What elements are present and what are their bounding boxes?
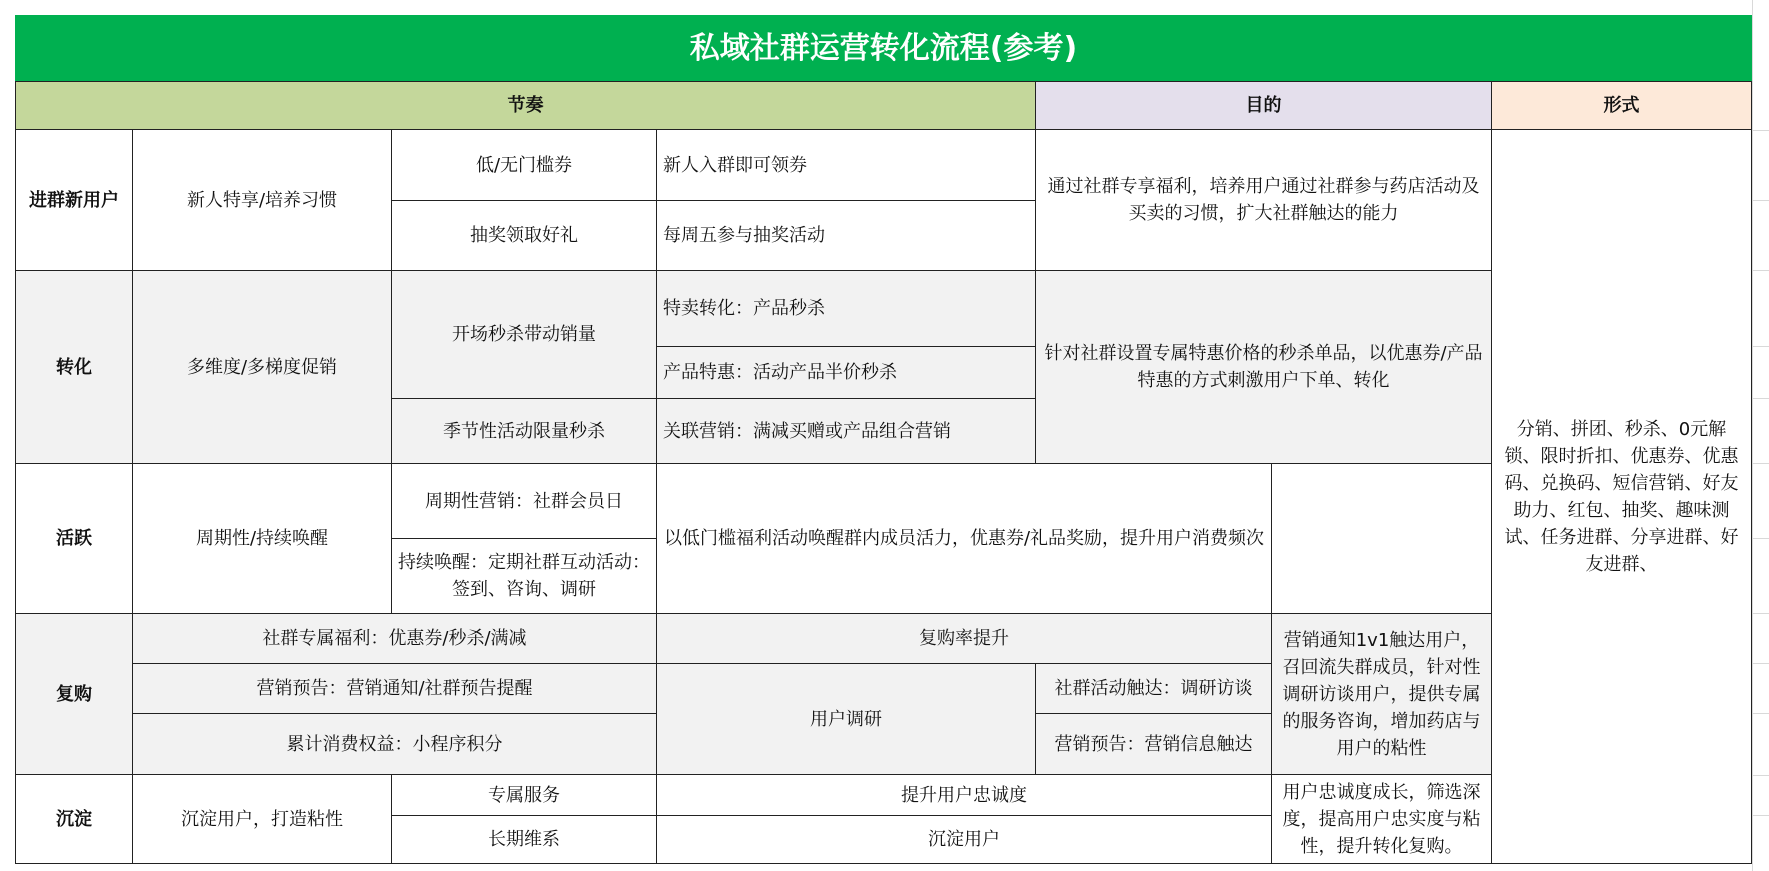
detail-cell[interactable]: 产品特惠：活动产品半价秒杀: [656, 346, 1036, 399]
purpose-conversion[interactable]: 针对社群设置专属特惠价格的秒杀单品，以优惠券/产品特惠的方式刺激用户下单、转化: [1035, 270, 1492, 464]
goal-cell[interactable]: 沉淀用户: [656, 815, 1272, 864]
grid-line: [1752, 663, 1769, 664]
tactic-cell[interactable]: 低/无门槛券: [391, 129, 657, 201]
tactic-cell[interactable]: 营销预告：营销通知/社群预告提醒: [132, 663, 657, 714]
purpose-active[interactable]: 以低门槛福利活动唤醒群内成员活力，优惠券/礼品奖励，提升用户消费频次: [656, 463, 1272, 614]
tactic-cell[interactable]: 持续唤醒：定期社群互动活动：签到、咨询、调研: [391, 538, 657, 614]
tactic-cell[interactable]: 抽奖领取好礼: [391, 200, 657, 271]
goal-cell[interactable]: 提升用户忠诚度: [656, 774, 1272, 816]
sheet-title[interactable]: 私域社群运营转化流程(参考): [15, 15, 1752, 81]
tactic-cell[interactable]: 长期维系: [391, 815, 657, 864]
grid-line: [1752, 815, 1769, 816]
stage-repurchase[interactable]: 复购: [15, 613, 133, 775]
grid-line: [1752, 713, 1769, 714]
detail-cell[interactable]: 每周五参与抽奖活动: [656, 200, 1036, 271]
header-form[interactable]: 形式: [1491, 81, 1752, 130]
purpose-repurchase[interactable]: 营销通知1v1触达用户，召回流失群成员，针对性调研访谈用户，提供专属的服务咨询，增加药店与用户的粘性: [1271, 613, 1492, 775]
grid-line: [1752, 346, 1769, 347]
research-cell[interactable]: 用户调研: [656, 663, 1036, 775]
header-rhythm[interactable]: 节奏: [15, 81, 1036, 130]
strategy-conversion[interactable]: 多维度/多梯度促销: [132, 270, 392, 464]
purpose-retention[interactable]: 用户忠诚度成长，筛选深度，提高用户忠实度与粘性，提升转化复购。: [1271, 774, 1492, 864]
grid-line: [1752, 775, 1769, 776]
stage-active[interactable]: 活跃: [15, 463, 133, 614]
tactic-cell[interactable]: 累计消费权益：小程序积分: [132, 713, 657, 775]
grid-line: [1752, 130, 1769, 131]
detail-cell[interactable]: 新人入群即可领券: [656, 129, 1036, 201]
grid-line: [1752, 538, 1769, 539]
stage-retention[interactable]: 沉淀: [15, 774, 133, 864]
grid-line: [1752, 613, 1769, 614]
touch-cell[interactable]: 营销预告：营销信息触达: [1035, 713, 1272, 775]
form-cell[interactable]: 分销、拼团、秒杀、0元解锁、限时折扣、优惠券、优惠码、兑换码、短信营销、好友助力、红包、抽奖、趣味测试、任务进群、分享进群、好友进群、: [1491, 129, 1752, 864]
touch-cell[interactable]: 社群活动触达：调研访谈: [1035, 663, 1272, 714]
tactic-cell[interactable]: 开场秒杀带动销量: [391, 270, 657, 399]
detail-cell[interactable]: 关联营销：满减买赠或产品组合营销: [656, 398, 1036, 464]
empty-cell[interactable]: [1271, 463, 1492, 614]
grid-line: [1752, 463, 1769, 464]
header-purpose[interactable]: 目的: [1035, 81, 1492, 130]
tactic-cell[interactable]: 社群专属福利：优惠券/秒杀/满减: [132, 613, 657, 664]
grid-line: [1752, 270, 1769, 271]
stage-new-users[interactable]: 进群新用户: [15, 129, 133, 271]
detail-cell[interactable]: 特卖转化：产品秒杀: [656, 270, 1036, 347]
tactic-cell[interactable]: 季节性活动限量秒杀: [391, 398, 657, 464]
grid-line: [1752, 398, 1769, 399]
strategy-retention[interactable]: 沉淀用户，打造粘性: [132, 774, 392, 864]
stage-conversion[interactable]: 转化: [15, 270, 133, 464]
goal-cell[interactable]: 复购率提升: [656, 613, 1272, 664]
purpose-new-users[interactable]: 通过社群专享福利，培养用户通过社群参与药店活动及买卖的习惯，扩大社群触达的能力: [1035, 129, 1492, 271]
tactic-cell[interactable]: 周期性营销：社群会员日: [391, 463, 657, 539]
strategy-active[interactable]: 周期性/持续唤醒: [132, 463, 392, 614]
tactic-cell[interactable]: 专属服务: [391, 774, 657, 816]
grid-line: [1752, 200, 1769, 201]
strategy-new-users[interactable]: 新人特享/培养习惯: [132, 129, 392, 271]
